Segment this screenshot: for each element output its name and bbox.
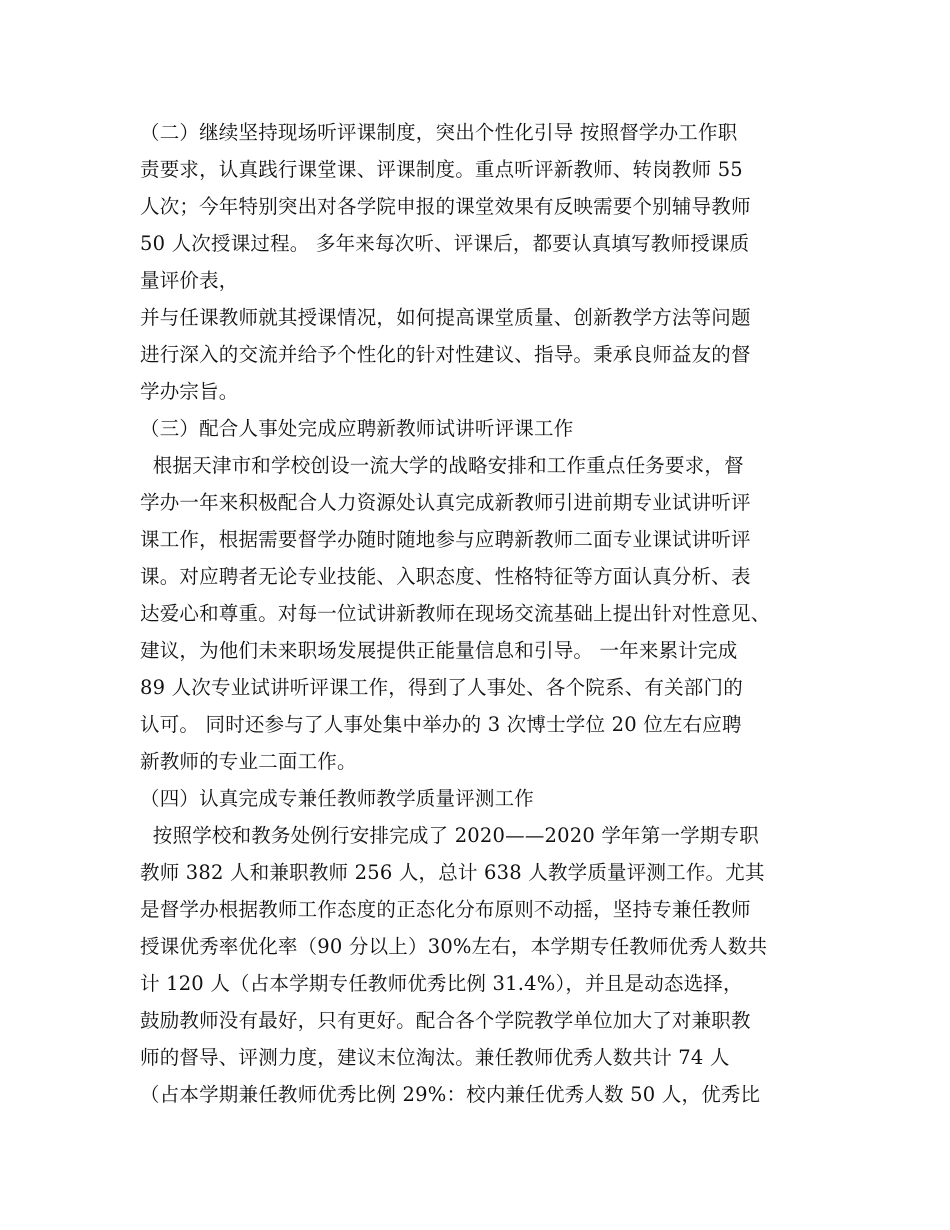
text-line: 进行深入的交流并给予个性化的针对性建议、指导。秉承良师益友的督 [140, 343, 751, 366]
text-line: 并与任课教师就其授课情况，如何提高课堂质量、创新教学方法等问题 [140, 306, 751, 329]
text-line: 计 120 人（占本学期专任教师优秀比例 31.4%），并且是动态选择， [140, 972, 743, 995]
section-heading: （三）配合人事处完成应聘新教师试讲听评课工作 [140, 417, 574, 440]
text-line: 学办宗旨。 [140, 380, 239, 403]
text-line: 根据天津市和学校创设一流大学的战略安排和工作重点任务要求，督 [140, 454, 744, 477]
text-line: 教师 382 人和兼职教师 256 人，总计 638 人教学质量评测工作。尤其 [140, 861, 765, 884]
text-line: 责要求，认真践行课堂课、评课制度。重点听评新教师、转岗教师 55 [140, 158, 743, 181]
text-line: 课。对应聘者无论专业技能、入职态度、性格特征等方面认真分析、表 [140, 565, 751, 588]
text-line: 89 人次专业试讲听评课工作，得到了人事处、各个院系、有关部门的 [140, 676, 743, 699]
text-line: 新教师的专业二面工作。 [140, 750, 357, 773]
text-line: 按照学校和教务处例行安排完成了 2020——2020 学年第一学期专职 [140, 824, 759, 847]
text-line: 是督学办根据教师工作态度的正态化分布原则不动摇，坚持专兼任教师 [140, 898, 751, 921]
document-page [140, 114, 830, 1113]
text-line: 鼓励教师没有最好，只有更好。配合各个学院教学单位加大了对兼职教 [140, 1009, 751, 1032]
text-line: 授课优秀率优化率（90 分以上）30%左右，本学期专任教师优秀人数共 [140, 935, 768, 958]
text-line: 50 人次授课过程。 多年来每次听、评课后，都要认真填写教师授课质 [140, 232, 750, 255]
text-line: 量评价表， [140, 269, 239, 292]
text-line: （占本学期兼任教师优秀比例 29%：校内兼任优秀人数 50 人，优秀比 [140, 1083, 761, 1106]
text-line: 建议，为他们未来职场发展提供正能量信息和引导。 一年来累计完成 [140, 639, 738, 662]
section-heading: （四）认真完成专兼任教师教学质量评测工作 [140, 787, 535, 810]
text-line: 认可。 同时还参与了人事处集中举办的 3 次博士学位 20 位左右应聘 [140, 713, 742, 736]
text-line: 人次；今年特别突出对各学院申报的课堂效果有反映需要个别辅导教师 [140, 195, 751, 218]
text-line: 达爱心和尊重。对每一位试讲新教师在现场交流基础上提出针对性意见、 [140, 602, 771, 625]
text-line: （二）继续坚持现场听评课制度，突出个性化引导 按照督学办工作职 [140, 121, 738, 144]
text-line: 课工作，根据需要督学办随时随地参与应聘新教师二面专业课试讲听评 [140, 528, 751, 551]
text-line: 学办一年来积极配合人力资源处认真完成新教师引进前期专业试讲听评 [140, 491, 751, 514]
text-line: 师的督导、评测力度，建议末位淘汰。兼任教师优秀人数共计 74 人 [140, 1046, 730, 1069]
